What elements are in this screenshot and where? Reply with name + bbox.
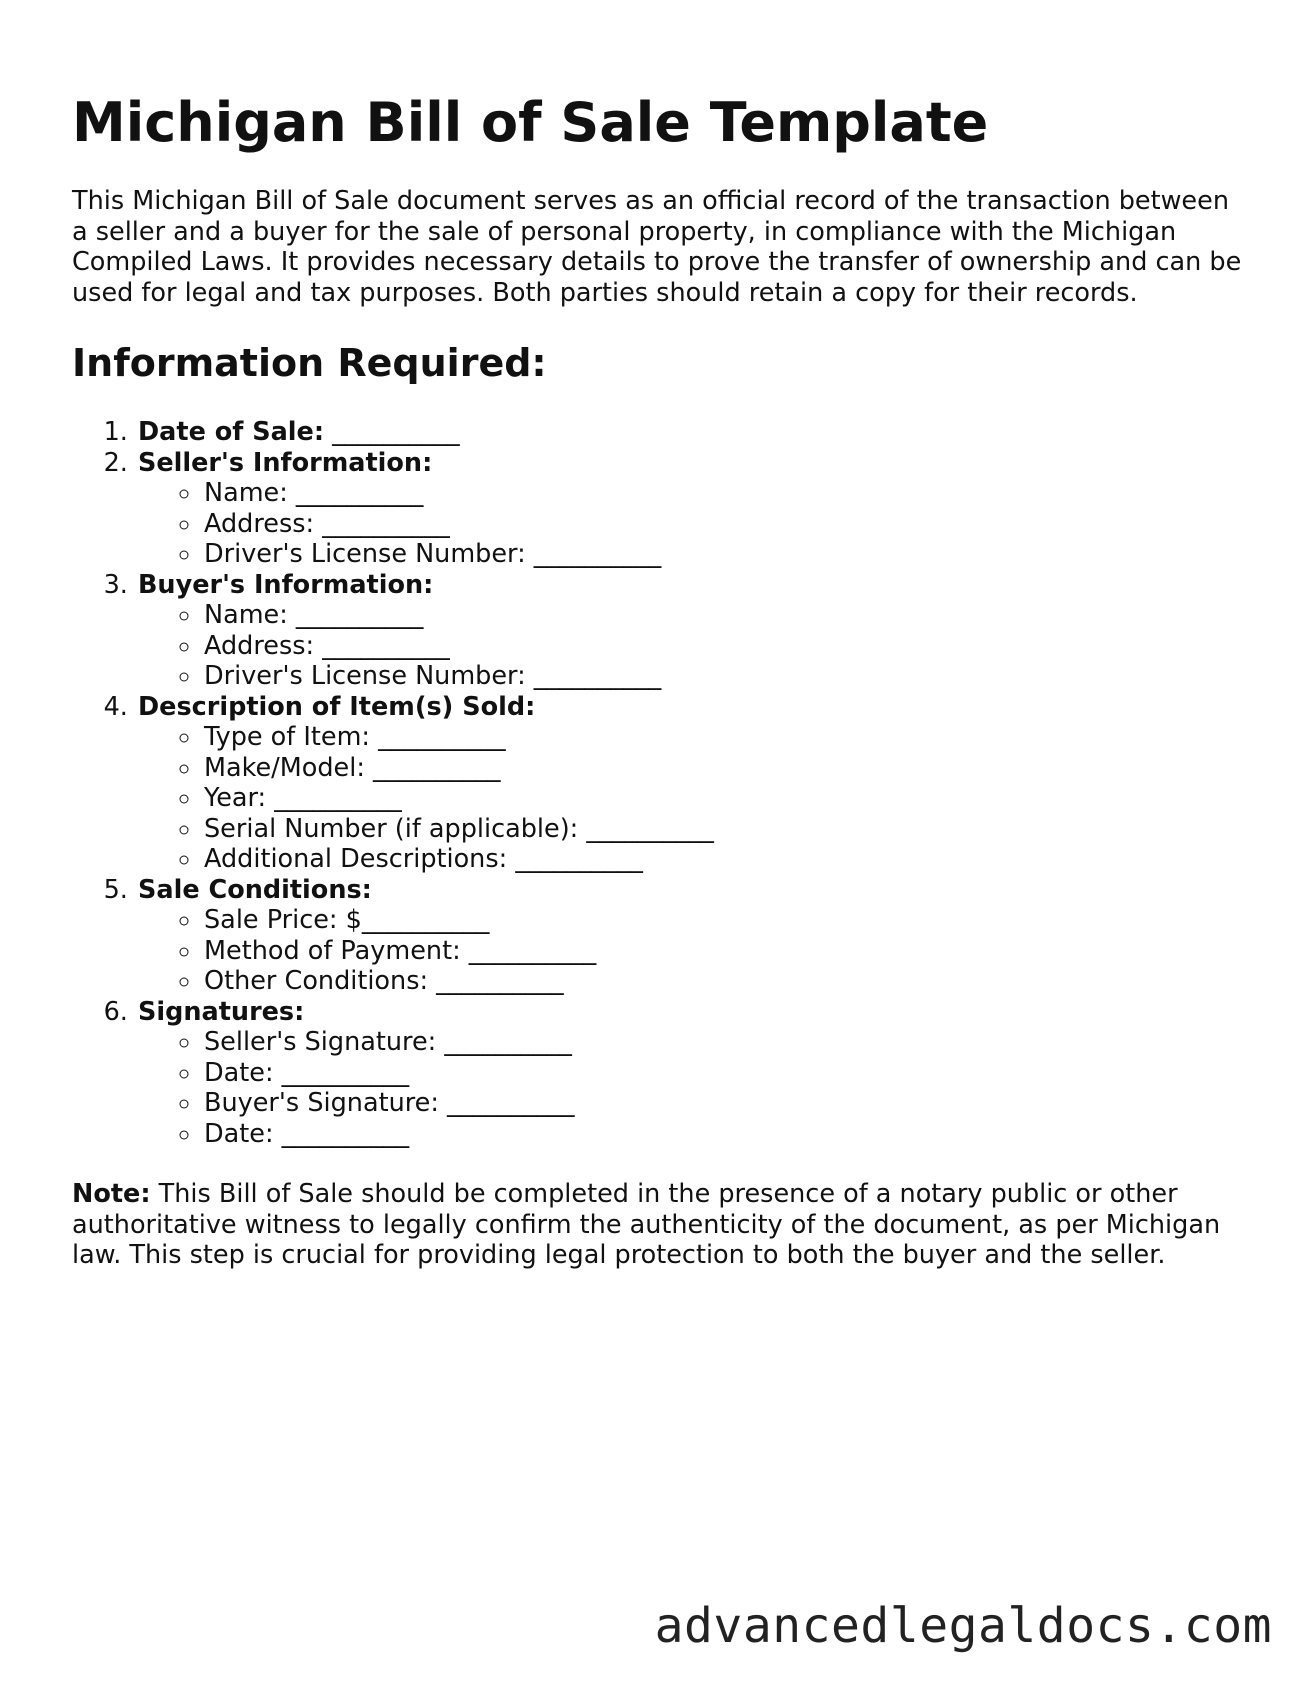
item-label: Signatures: bbox=[138, 996, 305, 1027]
required-info-list bbox=[72, 417, 714, 1149]
note-label: Note: bbox=[72, 1179, 151, 1209]
sub-item: ◦ Address: __________ bbox=[202, 509, 714, 540]
sub-item: ◦ Serial Number (if applicable): __________ bbox=[202, 814, 714, 845]
list-item-description-of-items bbox=[136, 692, 714, 875]
sub-item: ◦ Sale Price: $__________ bbox=[202, 905, 714, 936]
item-label: Buyer's Information: bbox=[138, 569, 434, 600]
sub-item: ◦ Driver's License Number: __________ bbox=[202, 539, 714, 570]
list-item-signatures bbox=[136, 997, 714, 1150]
page-title: Michigan Bill of Sale Template bbox=[72, 91, 989, 154]
item-label: Sale Conditions: bbox=[138, 874, 372, 905]
sub-item: ◦ Seller's Signature: __________ bbox=[202, 1027, 714, 1058]
item-label: Description of Item(s) Sold: bbox=[138, 691, 536, 722]
list-item-seller-information bbox=[136, 448, 714, 570]
sub-item: ◦ Driver's License Number: __________ bbox=[202, 661, 714, 692]
note-text: This Bill of Sale should be completed in the presence of a notary public or other authoritative witness to legally confirm the authenticity of the document, as per Michigan law. This step is crucial for providing legal protection to both the buyer and the seller. bbox=[72, 1179, 1221, 1270]
sub-item: ◦ Additional Descriptions: __________ bbox=[202, 844, 714, 875]
item-label: Seller's Information: bbox=[138, 447, 433, 478]
sub-item: ◦ Name: __________ bbox=[202, 478, 714, 509]
sub-item: ◦ Method of Payment: __________ bbox=[202, 936, 714, 967]
note-paragraph bbox=[72, 1179, 1242, 1271]
list-item-sale-conditions bbox=[136, 875, 714, 997]
sub-list bbox=[138, 478, 714, 570]
section-heading: Information Required: bbox=[72, 341, 547, 385]
sub-item: ◦ Type of Item: __________ bbox=[202, 722, 714, 753]
sub-list bbox=[138, 1027, 714, 1149]
sub-list bbox=[138, 600, 714, 692]
sub-item: ◦ Make/Model: __________ bbox=[202, 753, 714, 784]
sub-list bbox=[138, 722, 714, 875]
intro-paragraph: This Michigan Bill of Sale document serves as an official record of the transaction between a seller and a buyer for the sale of personal property, in compliance with the Michigan Compiled Laws. It provides necessary details to prove the transfer of ownership and can be used for legal and tax purposes. Both parties should retain a copy for their records. bbox=[72, 186, 1242, 308]
sub-item: ◦ Date: __________ bbox=[202, 1058, 714, 1089]
item-label: Date of Sale: bbox=[138, 417, 325, 447]
sub-item: ◦ Name: __________ bbox=[202, 600, 714, 631]
list-item-date-of-sale bbox=[136, 417, 714, 448]
sub-item: ◦ Year: __________ bbox=[202, 783, 714, 814]
watermark-text: advancedlegaldocs.com bbox=[654, 1598, 1272, 1654]
sub-item: ◦ Date: __________ bbox=[202, 1119, 714, 1150]
list-item-buyer-information bbox=[136, 570, 714, 692]
sub-item: ◦ Other Conditions: __________ bbox=[202, 966, 714, 997]
sub-item: ◦ Address: __________ bbox=[202, 631, 714, 662]
sub-item: ◦ Buyer's Signature: __________ bbox=[202, 1088, 714, 1119]
blank-field: __________ bbox=[332, 417, 460, 447]
sub-list bbox=[138, 905, 714, 997]
